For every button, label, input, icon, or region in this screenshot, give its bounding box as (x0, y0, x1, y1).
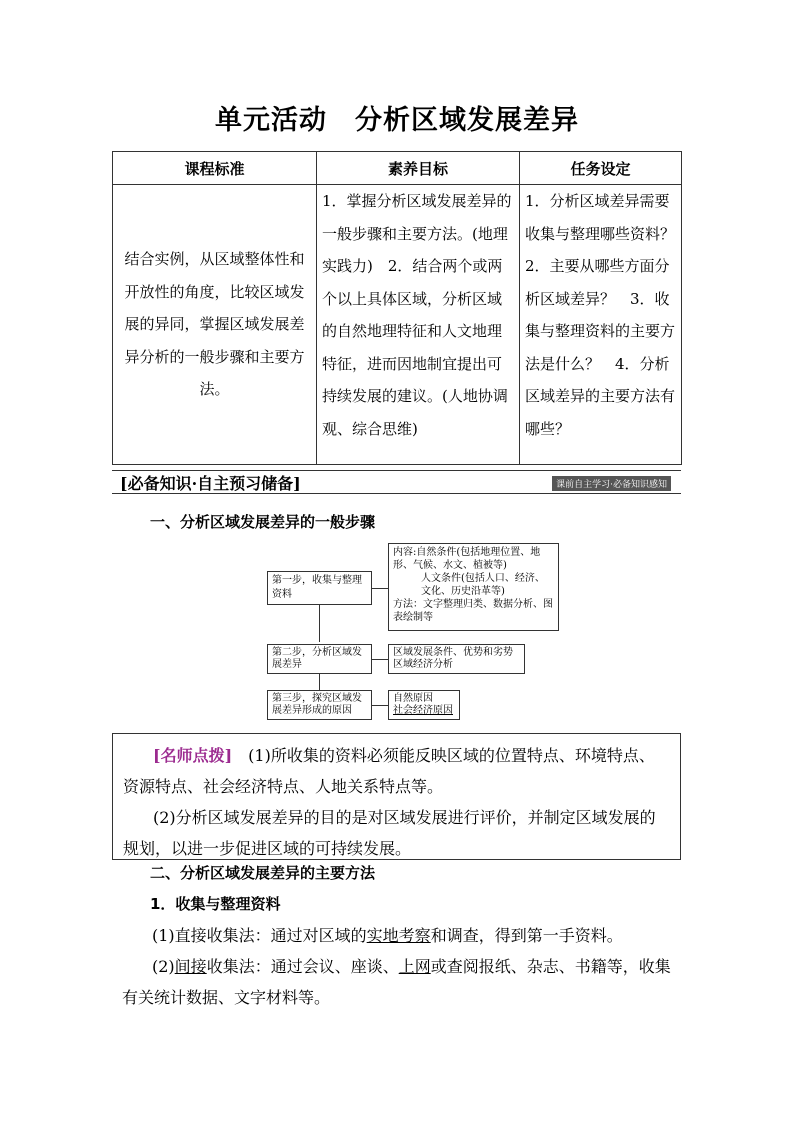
flow-step1-detail-natural: 内容:自然条件(包括地理位置、地形、气候、水文、植被等) (393, 547, 541, 571)
section-bar-title: [必备知识·自主预习储备] (120, 474, 301, 493)
underlined-text: 实地考察 (366, 926, 431, 945)
flow-step3-natural: 自然原因 (393, 693, 433, 704)
flow-arrow-down-2 (319, 674, 320, 690)
flow-connector (372, 588, 388, 589)
section-bar-tag: 课前自主学习·必备知识感知 (552, 476, 671, 491)
underlined-text: 上网 (398, 957, 431, 976)
table-cell-standard: 结合实例，从区域整体性和开放性的角度，比较区域发展的异同，掌握区域发展差异分析的一般步骤和主要方法。 (113, 185, 317, 465)
table-header-task: 任务设定 (520, 152, 682, 185)
subheading-collect: 1．收集与整理资料 (150, 895, 281, 913)
heading-steps: 一、分析区域发展差异的一般步骤 (150, 513, 376, 531)
flow-connector (372, 659, 388, 660)
flow-step3-socioeconomic: 社会经济原因 (393, 705, 453, 716)
flow-step3-detail (388, 690, 460, 720)
table-header-row (113, 152, 682, 185)
text: 和调查，得到第一手资料。 (430, 926, 623, 945)
flow-step1: 第一步，收集与整理资料 (267, 571, 372, 605)
section-bar (112, 470, 681, 494)
text: 收集法：通过会议、座谈、 (206, 957, 399, 976)
text: (2) (152, 957, 175, 976)
heading-methods: 二、分析区域发展差异的主要方法 (150, 864, 376, 882)
paragraph-direct (122, 920, 678, 951)
flow-step1-detail-method: 方法：文字整理归类、数据分析、图表绘制等 (393, 599, 553, 623)
flow-step2: 第二步，分析区域发展差异 (267, 644, 372, 674)
flow-step2-detail: 区域发展条件、优势和劣势区域经济分析 (388, 644, 525, 674)
table-row (113, 185, 682, 465)
underlined-text: 间接 (174, 957, 207, 976)
flow-step1-detail-human: 人文条件(包括人口、经济、文化、历史沿革等) (421, 573, 545, 597)
tip-text-1: (1)所收集的资料必须能反映区域的位置特点、环境特点、资源特点、社会经济特点、人地关系特点等。 (123, 746, 655, 796)
table-cell-task: 1．分析区域差异需要收集与整理哪些资料？ 2．主要从哪些方面分析区域差异？ 3．收集与整理资料的主要方法是什么？ 4．分析区域差异的主要方法有哪些？ (520, 185, 682, 465)
flow-arrow-down-1 (319, 605, 320, 642)
text: 或查阅报纸、杂志、书籍等，收集有关统计数据、文字材料等。 (122, 957, 671, 1007)
table-header-goal: 素养目标 (317, 152, 520, 185)
flow-connector (372, 705, 388, 706)
flow-step1-detail (388, 543, 559, 631)
tip-paragraph-1 (123, 740, 670, 802)
teacher-tip-box (112, 733, 681, 860)
tip-label: [名师点拨] (153, 746, 233, 765)
page-title: 单元活动 分析区域发展差异 (215, 105, 579, 136)
tip-paragraph-2: (2)分析区域发展差异的目的是对区域发展进行评价，并制定区域发展的规划，以进一步促进区域的可持续发展。 (123, 808, 656, 858)
table-header-standard: 课程标准 (113, 152, 317, 185)
text: (1)直接收集法：通过对区域的 (152, 926, 367, 945)
table-cell-goal: 1．掌握分析区域发展差异的一般步骤和主要方法。(地理实践力) 2．结合两个或两个以上具体区域，分析区域的自然地理特征和人文地理特征，进而因地制宜提出可持续发展的建议。(人地协调观、综合思维) (317, 185, 520, 465)
curriculum-table (112, 151, 691, 465)
flow-step3: 第三步，探究区域发展差异形成的原因 (267, 690, 372, 720)
paragraph-indirect (122, 951, 678, 1013)
